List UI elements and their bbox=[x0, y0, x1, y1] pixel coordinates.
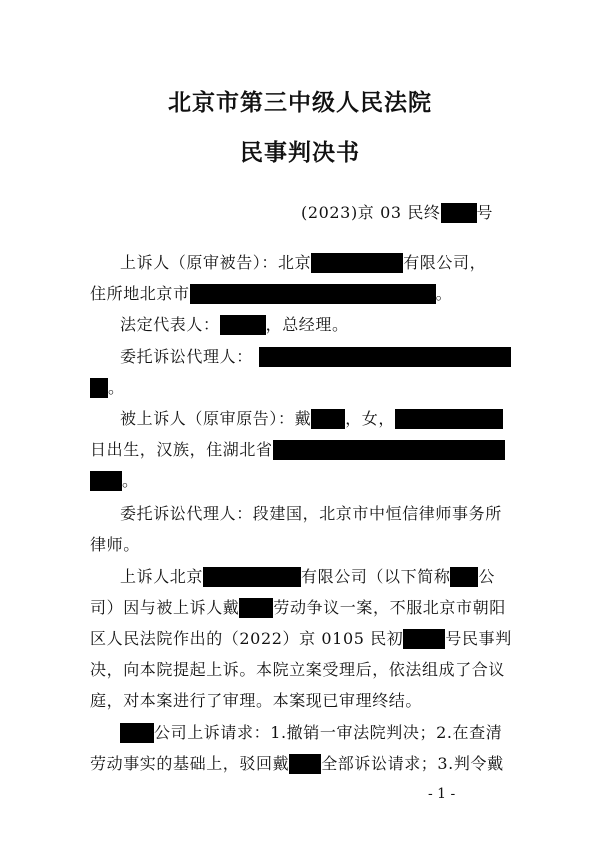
appellant-company-suffix: 有限公司， bbox=[403, 253, 487, 272]
document-type-title: 民事判决书 bbox=[240, 139, 360, 166]
appellee-label: 被上诉人（原审原告）：戴 bbox=[120, 409, 312, 428]
case-number-suffix: 号 bbox=[476, 203, 494, 222]
narrative-text: 公 bbox=[478, 567, 496, 586]
redaction-bar bbox=[450, 567, 478, 587]
narrative-line-3 bbox=[90, 629, 512, 649]
case-number bbox=[301, 203, 493, 223]
redaction-bar bbox=[239, 598, 273, 618]
narrative-text: 区人民法院作出的（2022）京 0105 民初 bbox=[90, 629, 404, 648]
redaction-bar bbox=[289, 754, 321, 774]
claims-text: 劳动事实的基础上，驳回戴 bbox=[90, 754, 290, 773]
redaction-bar bbox=[203, 567, 301, 587]
redaction-bar bbox=[259, 347, 511, 367]
redaction-bar bbox=[395, 409, 503, 429]
sentence-end: 。 bbox=[108, 378, 125, 397]
claims-text: 公司上诉请求：1.撤销一审法院判决；2.在查清 bbox=[154, 723, 503, 742]
appellant-line-2 bbox=[90, 284, 452, 304]
agent1-line-1 bbox=[120, 347, 511, 367]
appellee-gender: ，女， bbox=[345, 409, 396, 428]
legal-rep-line bbox=[120, 315, 349, 335]
page-number: - 1 - bbox=[428, 786, 456, 802]
redaction-bar bbox=[90, 378, 108, 398]
narrative-line-4: 决，向本院提起上诉。本院立案受理后，依法组成了合议 bbox=[90, 660, 506, 679]
redaction-bar bbox=[441, 203, 477, 223]
appellant-label: 上诉人（原审被告）：北京 bbox=[120, 253, 312, 272]
narrative-line-1 bbox=[120, 567, 495, 587]
agent2-line-2: 律师。 bbox=[90, 535, 140, 554]
appellant-address-label: 住所地北京市 bbox=[90, 284, 190, 303]
appellee-birth-residence: 日出生，汉族，住湖北省 bbox=[90, 440, 273, 459]
narrative-text: 劳动争议一案，不服北京市朝阳 bbox=[273, 598, 506, 617]
sentence-end: 。 bbox=[435, 284, 453, 303]
redaction-bar bbox=[273, 440, 505, 460]
appellee-line-3 bbox=[90, 471, 139, 491]
agent1-label: 委托诉讼代理人： bbox=[120, 347, 253, 366]
legal-rep-label: 法定代表人： bbox=[120, 315, 220, 334]
appellee-line-2 bbox=[90, 440, 505, 460]
redaction-bar bbox=[190, 284, 436, 304]
redaction-bar bbox=[120, 723, 154, 743]
agent1-line-2 bbox=[90, 378, 125, 398]
court-title: 北京市第三中级人民法院 bbox=[168, 89, 432, 116]
legal-rep-title: ，总经理。 bbox=[265, 315, 349, 334]
redaction-bar bbox=[220, 315, 266, 335]
redaction-bar bbox=[403, 629, 445, 649]
agent2-line-1: 委托诉讼代理人：段建国，北京市中恒信律师事务所 bbox=[120, 504, 502, 523]
appellee-line-1 bbox=[120, 409, 503, 429]
redaction-bar bbox=[90, 471, 122, 491]
case-number-prefix: (2023)京 03 民终 bbox=[301, 203, 441, 222]
narrative-text: 有限公司（以下简称 bbox=[301, 567, 451, 586]
redaction-bar bbox=[311, 253, 403, 273]
narrative-text: 上诉人北京 bbox=[120, 567, 204, 586]
sentence-end: 。 bbox=[122, 471, 139, 490]
claims-line-2 bbox=[90, 754, 504, 774]
narrative-text: 号民事判 bbox=[445, 629, 512, 648]
narrative-line-2 bbox=[90, 598, 506, 618]
appellant-line-1 bbox=[120, 253, 486, 273]
claims-text: 全部诉讼请求；3.判令戴 bbox=[321, 754, 504, 773]
narrative-text: 司）因与被上诉人戴 bbox=[90, 598, 240, 617]
narrative-line-5: 庭，对本案进行了审理。本案现已审理终结。 bbox=[90, 691, 423, 710]
redaction-bar bbox=[311, 409, 345, 429]
claims-line-1 bbox=[120, 723, 502, 743]
